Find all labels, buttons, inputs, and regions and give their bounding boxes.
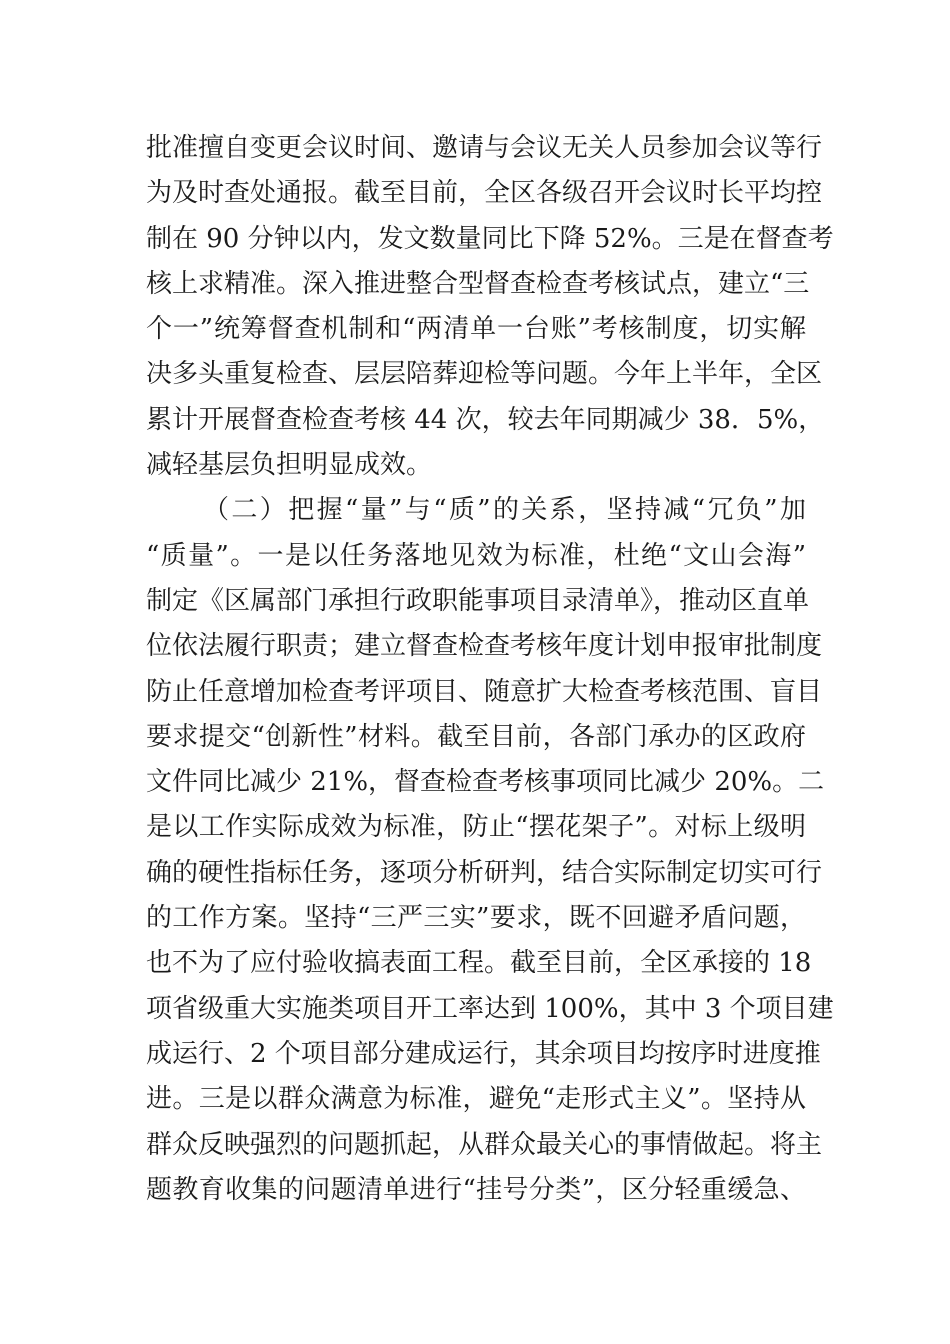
text-line: 决多头重复检查、层层陪葬迎检等问题。今年上半年，全区 [146, 359, 823, 390]
text-line: 制定《区属部门承担行政职能事项目录清单》，推动区直单 [146, 585, 810, 616]
text-line: 防止任意增加检查考评项目、随意扩大检查考核范围、盲目 [146, 676, 823, 707]
text-line: 批准擅自变更会议时间、邀请与会议无关人员参加会议等行 [146, 133, 823, 163]
text-line: 群众反映强烈的问题抓起，从群众最关心的事情做起。将主 [146, 1129, 823, 1160]
text-line: 核上求精准。深入推进整合型督查检查考核试点，建立“三 [146, 268, 810, 299]
text-line: 要求提交“创新性”材料。截至目前，各部门承办的区政府 [146, 721, 806, 752]
text-line: 确的硬性指标任务，逐项分析研判，结合实际制定切实可行 [146, 857, 823, 888]
text-line: 个一”统筹督查机制和“两清单一台账”考核制度，切实解 [146, 314, 806, 345]
body-text [146, 126, 834, 1213]
text-line: 的工作方案。坚持“三严三实”要求，既不回避矛盾问题， [146, 903, 806, 934]
text-line: 题教育收集的问题清单进行“挂号分类”，区分轻重缓急、 [146, 1174, 806, 1205]
section-heading-line: （二）把握“量”与“质”的关系，坚持减“冗负”加 [203, 495, 806, 526]
text-line: 成运行、2 个项目部分建成运行，其余项目均按序时进度推 [146, 1038, 821, 1069]
text-line: 累计开展督查检查考核 44 次，较去年同期减少 38．5%， [146, 404, 825, 435]
text-line: 也不为了应付验收搞表面工程。截至目前，全区承接的 18 [146, 948, 812, 979]
text-line: 为及时查处通报。截至目前，全区各级召开会议时长平均控 [146, 178, 823, 209]
text-line: “质量”。一是以任务落地见效为标准，杜绝“文山会海” [146, 540, 806, 571]
text-line: 进。三是以群众满意为标准，避免“走形式主义”。坚持从 [146, 1084, 806, 1115]
text-line: 是以工作实际成效为标准，防止“摆花架子”。对标上级明 [146, 812, 806, 843]
text-line: 项省级重大实施类项目开工率达到 100%，其中 3 个项目建 [146, 993, 834, 1024]
text-line: 位依法履行职责；建立督查检查考核年度计划申报审批制度 [146, 631, 823, 662]
text-line: 减轻基层负担明显成效。 [146, 450, 433, 481]
text-line: 文件同比减少 21%，督查检查考核事项同比减少 20%。二 [146, 767, 825, 798]
text-line: 制在 90 分钟以内，发文数量同比下降 52%。三是在督查考 [146, 223, 834, 254]
